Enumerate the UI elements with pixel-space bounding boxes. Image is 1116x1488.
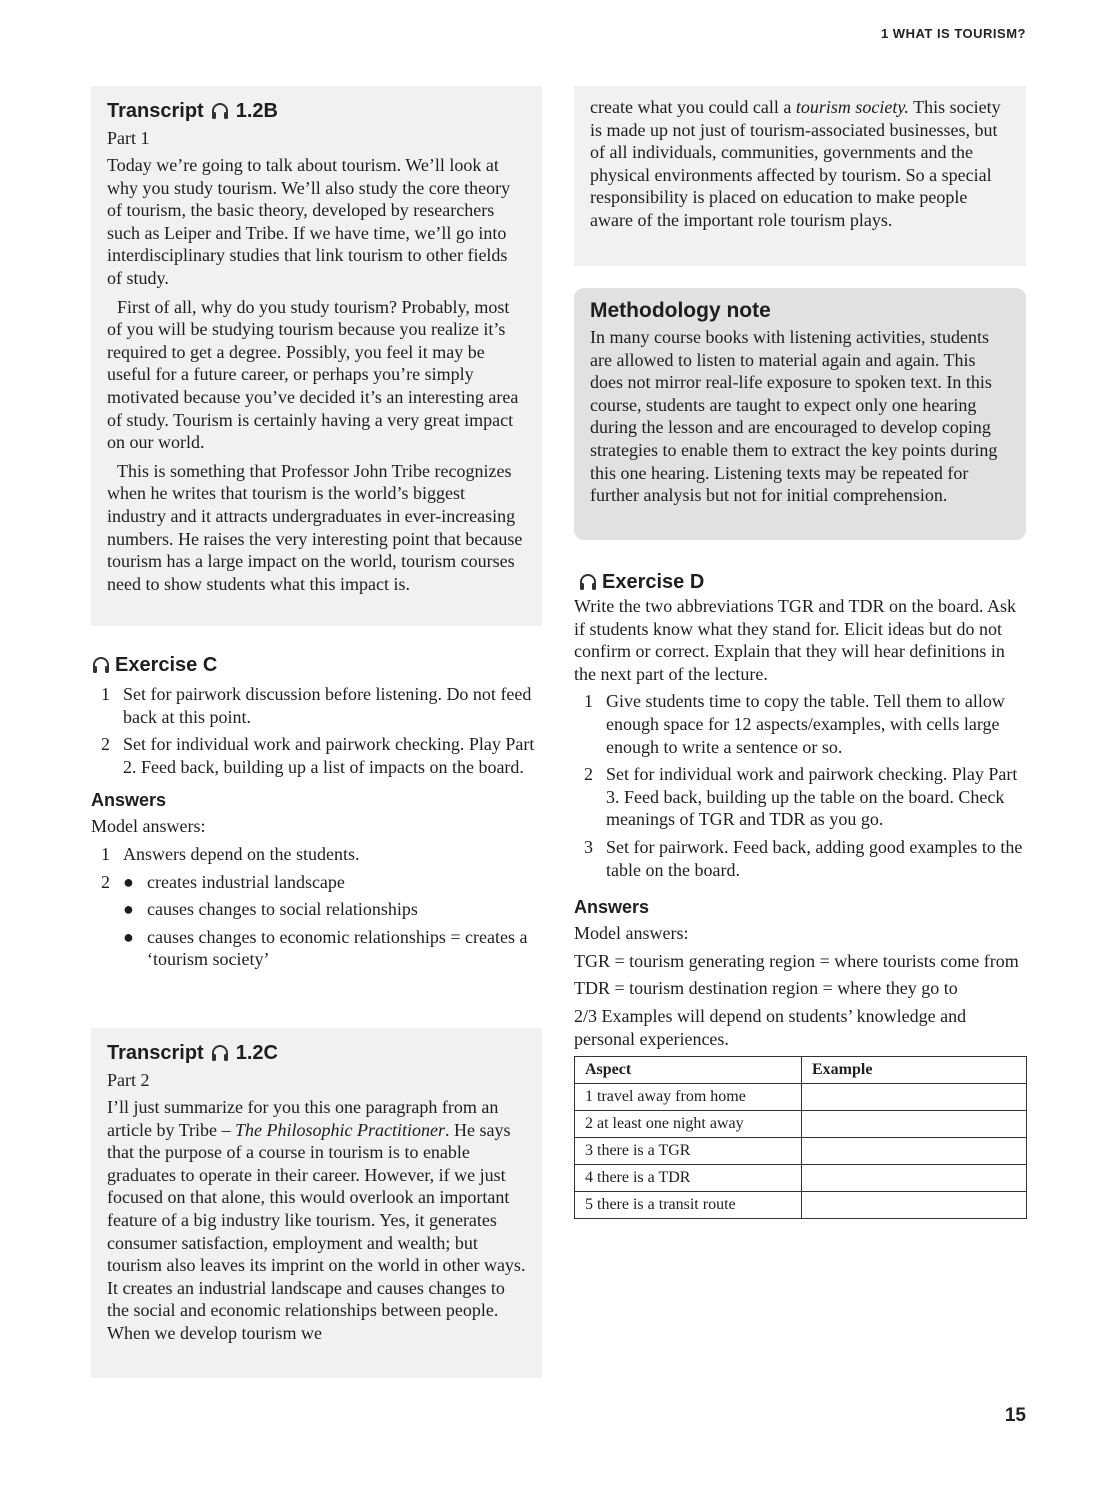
- item-number: 3: [584, 836, 593, 857]
- item-text: causes changes to economic relationships = creates a ‘tourism society’: [147, 926, 528, 970]
- list-item: [574, 690, 1026, 758]
- answer-row: [91, 926, 545, 971]
- item-number: 2: [101, 734, 110, 755]
- text-run: . He says that the purpose of a course in tourism is to enable graduates to operate in their career. However, if we just focused on that alone, this would overlook an important feature of a big industry like tourism. Yes, it generates consumer satisfaction, employment and wealth; but tourism also leaves its imprint on the world in other ways. It creates an industrial landscape and causes changes to the social and economic relationships between people. When we develop tourism we: [107, 1119, 526, 1343]
- transcript-code: 1.2C: [235, 1042, 278, 1064]
- table-cell: [802, 1084, 1027, 1111]
- text-run: create what you could call a: [590, 97, 796, 117]
- italic-term: tourism society.: [795, 97, 909, 117]
- text-run: I’ll just summarize for you this one paragraph from an article by Tribe –: [107, 1097, 499, 1140]
- table-header-row: [575, 1057, 1027, 1084]
- headphones-icon: [578, 572, 598, 592]
- bullet-icon: ●: [123, 926, 134, 947]
- table-cell: 4 there is a TDR: [575, 1165, 802, 1192]
- exercise-d-title: [574, 569, 1026, 595]
- running-head: 1 WHAT IS TOURISM?: [880, 26, 1026, 41]
- table-row: [575, 1084, 1027, 1111]
- item-number: 2: [101, 871, 110, 892]
- transcript-1-2c-box: [91, 1028, 542, 1378]
- item-number: 1: [101, 843, 110, 864]
- item-number: 2: [584, 764, 593, 785]
- tdr-definition: TDR = tourism destination region = where they go to: [574, 978, 958, 999]
- table-row: [575, 1192, 1027, 1219]
- transcript-paragraph: [107, 1096, 526, 1345]
- table-cell: [802, 1138, 1027, 1165]
- exercise-c-steps: [91, 683, 545, 778]
- headphones-icon: [210, 1043, 230, 1063]
- item-text: Set for individual work and pairwork checking. Play Part 3. Feed back, building up the table on the board. Check meanings of TGR and TDR as you go.: [606, 764, 1018, 830]
- exercise-d-steps: [574, 690, 1026, 881]
- list-item: [574, 763, 1026, 831]
- table-row: [575, 1138, 1027, 1165]
- transcript-code: 1.2B: [235, 100, 278, 122]
- item-text: creates industrial landscape: [147, 871, 345, 892]
- transcript-part: Part 1: [107, 128, 150, 148]
- exercise-d-answers-heading: Answers: [574, 897, 650, 918]
- exercise-d-section: [574, 569, 1026, 1219]
- item-text: Give students time to copy the table. Tell them to allow enough space for 12 aspects/examples, with cells large enough to write a sentence or so.: [606, 691, 1005, 757]
- aspect-table: [574, 1056, 1027, 1219]
- transcript-1-2b-title: [107, 98, 526, 124]
- transcript-label: Transcript: [107, 100, 204, 122]
- methodology-note-box: [574, 288, 1026, 540]
- table-cell: [802, 1165, 1027, 1192]
- table-cell: 5 there is a transit route: [575, 1192, 802, 1219]
- list-item: [574, 836, 1026, 881]
- exercise-d-model-answers: Model answers:: [574, 923, 689, 944]
- item-number: 1: [101, 684, 110, 704]
- table-row: [575, 1111, 1027, 1138]
- table-row: [575, 1165, 1027, 1192]
- methodology-note-title: Methodology note: [590, 299, 771, 322]
- item-text: Set for pairwork. Feed back, adding good examples to the table on the board.: [606, 836, 1023, 880]
- transcript-paragraph: First of all, why do you study tourism? Probably, most of you will be studying tourism because you realize it’s required to get a degree. Possibly, you feel it may be useful for a future career, or perhaps you’re simply motivated because you’ve decided it’s an interesting area of study. Tourism is certainly having a very great impact on our world.: [107, 296, 519, 453]
- exercise-c-section: [91, 652, 545, 971]
- headphones-icon: [91, 655, 111, 675]
- bullet-icon: ●: [123, 899, 134, 920]
- page-number: 15: [1004, 1405, 1026, 1426]
- transcript-1-2c-title: [107, 1040, 526, 1066]
- table-cell: [802, 1111, 1027, 1138]
- list-item: [91, 733, 545, 778]
- examples-note: 2/3 Examples will depend on students’ knowledge and personal experiences.: [574, 1005, 967, 1049]
- exercise-c-title: [91, 652, 545, 678]
- table-cell: 1 travel away from home: [575, 1084, 802, 1111]
- answer-row: [91, 898, 545, 921]
- exercise-d-title-text: Exercise D: [602, 571, 705, 593]
- text-run: This society is made up not just of tourism-associated businesses, but of all individuals, communities, governments and the physical environments affected by tourism. So a special responsibility is placed on education to make people aware of the important role tourism plays.: [590, 97, 1001, 230]
- italic-title: The Philosophic Practitioner: [235, 1119, 445, 1140]
- item-text: causes changes to social relationships: [147, 899, 418, 920]
- item-number: 1: [584, 691, 593, 712]
- tgr-definition: TGR = tourism generating region = where tourists come from: [574, 950, 1019, 971]
- answer-row: [91, 871, 545, 894]
- table-cell: 2 at least one night away: [575, 1111, 802, 1138]
- answer-row: [91, 843, 545, 866]
- item-text: Set for pairwork discussion before listening. Do not feed back at this point.: [123, 684, 532, 727]
- exercise-c-answers-heading: Answers: [91, 790, 167, 811]
- exercise-c-title-text: Exercise C: [115, 654, 218, 676]
- headphones-icon: [210, 101, 230, 121]
- transcript-paragraph: Today we’re going to talk about tourism. We’ll look at why you study tourism. We’ll also study the core theory of tourism, the basic theory, developed by researchers such as Leiper and Tribe. If we have time, we’ll go into interdisciplinary studies that link tourism to other fields of study.: [107, 155, 511, 288]
- list-item: [91, 683, 545, 728]
- table-cell: [802, 1192, 1027, 1219]
- transcript-continued-box: [574, 86, 1026, 266]
- transcript-paragraph: This is something that Professor John Tribe recognizes when he writes that tourism is the world’s biggest industry and it attracts undergraduates in ever-increasing numbers. He raises the very interesting point that because tourism has a large impact on the world, tourism courses need to show students what this impact is.: [107, 460, 523, 594]
- transcript-continued-text: [590, 96, 1010, 232]
- transcript-1-2b-box: [91, 86, 542, 626]
- transcript-label: Transcript: [107, 1042, 204, 1064]
- item-text: Set for individual work and pairwork checking. Play Part 2. Feed back, building up a list of impacts on the board.: [123, 734, 535, 777]
- table-cell: 3 there is a TGR: [575, 1138, 802, 1165]
- table-header: Aspect: [575, 1057, 802, 1084]
- transcript-part: Part 2: [107, 1070, 150, 1090]
- exercise-c-model-answers: Model answers:: [91, 816, 206, 837]
- methodology-note-text: In many course books with listening activities, students are allowed to listen to material again and again. This does not mirror real-life exposure to spoken text. In this course, students are taught to expect only one hearing during the lesson and are encouraged to develop coping strategies to enable them to extract the key points during this one hearing. Listening texts may be repeated for further analysis but not for initial comprehension.: [590, 327, 998, 506]
- bullet-icon: ●: [123, 871, 134, 892]
- item-text: Answers depend on the students.: [123, 843, 360, 864]
- exercise-d-intro: Write the two abbreviations TGR and TDR on the board. Ask if students know what they stand for. Elicit ideas but do not confirm or correct. Explain that they will hear definitions in the next part of the lecture.: [574, 596, 1017, 684]
- table-header: Example: [802, 1057, 1027, 1084]
